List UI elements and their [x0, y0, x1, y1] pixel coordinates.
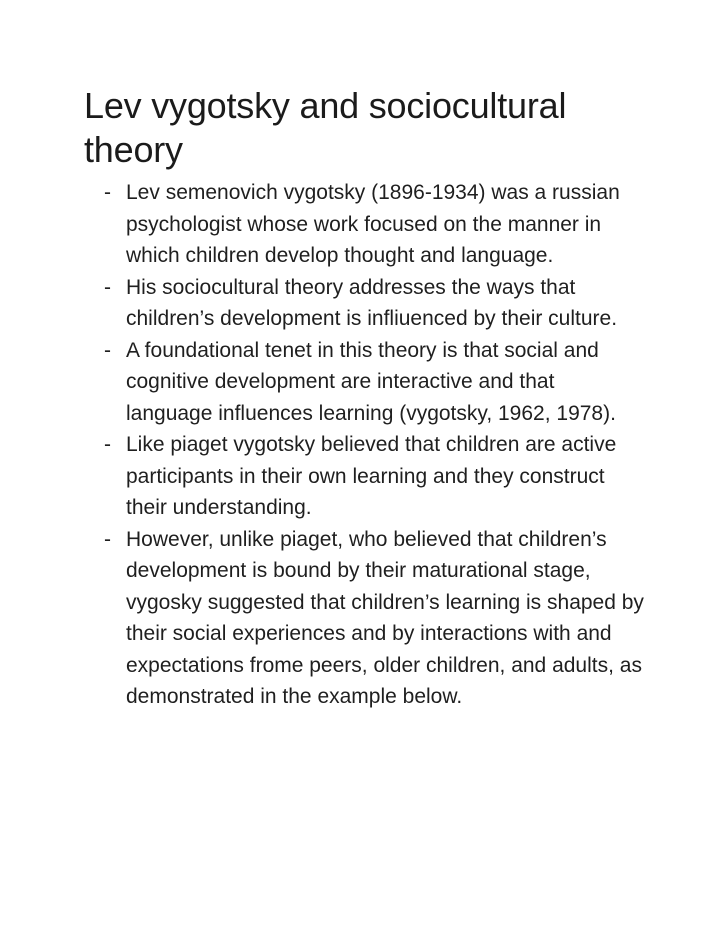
- document-heading: Lev vygotsky and sociocultural theory: [84, 85, 567, 170]
- bullet-list: [104, 177, 644, 713]
- bullet-text: Like piaget vygotsky believed that children are active participants in their own learning and they construct their understanding.: [126, 433, 617, 519]
- bullet-item: [104, 272, 644, 335]
- bullet-item: [104, 335, 644, 430]
- bullet-marker: -: [104, 275, 111, 299]
- bullet-item: [104, 524, 644, 713]
- bullet-text: His sociocultural theory addresses the ways that children’s development is infliuenced by their culture.: [126, 275, 618, 330]
- bullet-text: A foundational tenet in this theory is that social and cognitive development are interactive and that language influences learning (vygotsky, 1962, 1978).: [126, 338, 616, 425]
- bullet-marker: -: [104, 527, 111, 551]
- bullet-marker: -: [104, 338, 111, 362]
- bullet-text: However, unlike piaget, who believed that children’s development is bound by their maturational stage, vygosky suggested that children’s learning is shaped by their social experiences and by interactions with and expectations frome peers, older children, and adults, as demonstrated in the example below.: [126, 527, 644, 708]
- bullet-marker: -: [104, 181, 111, 204]
- bullet-text: Lev semenovich vygotsky (1896-1934) was a russian psychologist whose work focused on the manner in which children develop thought and language.: [126, 181, 620, 267]
- bullet-item: [104, 429, 644, 524]
- bullet-item: [104, 177, 644, 272]
- bullet-marker: -: [104, 433, 111, 456]
